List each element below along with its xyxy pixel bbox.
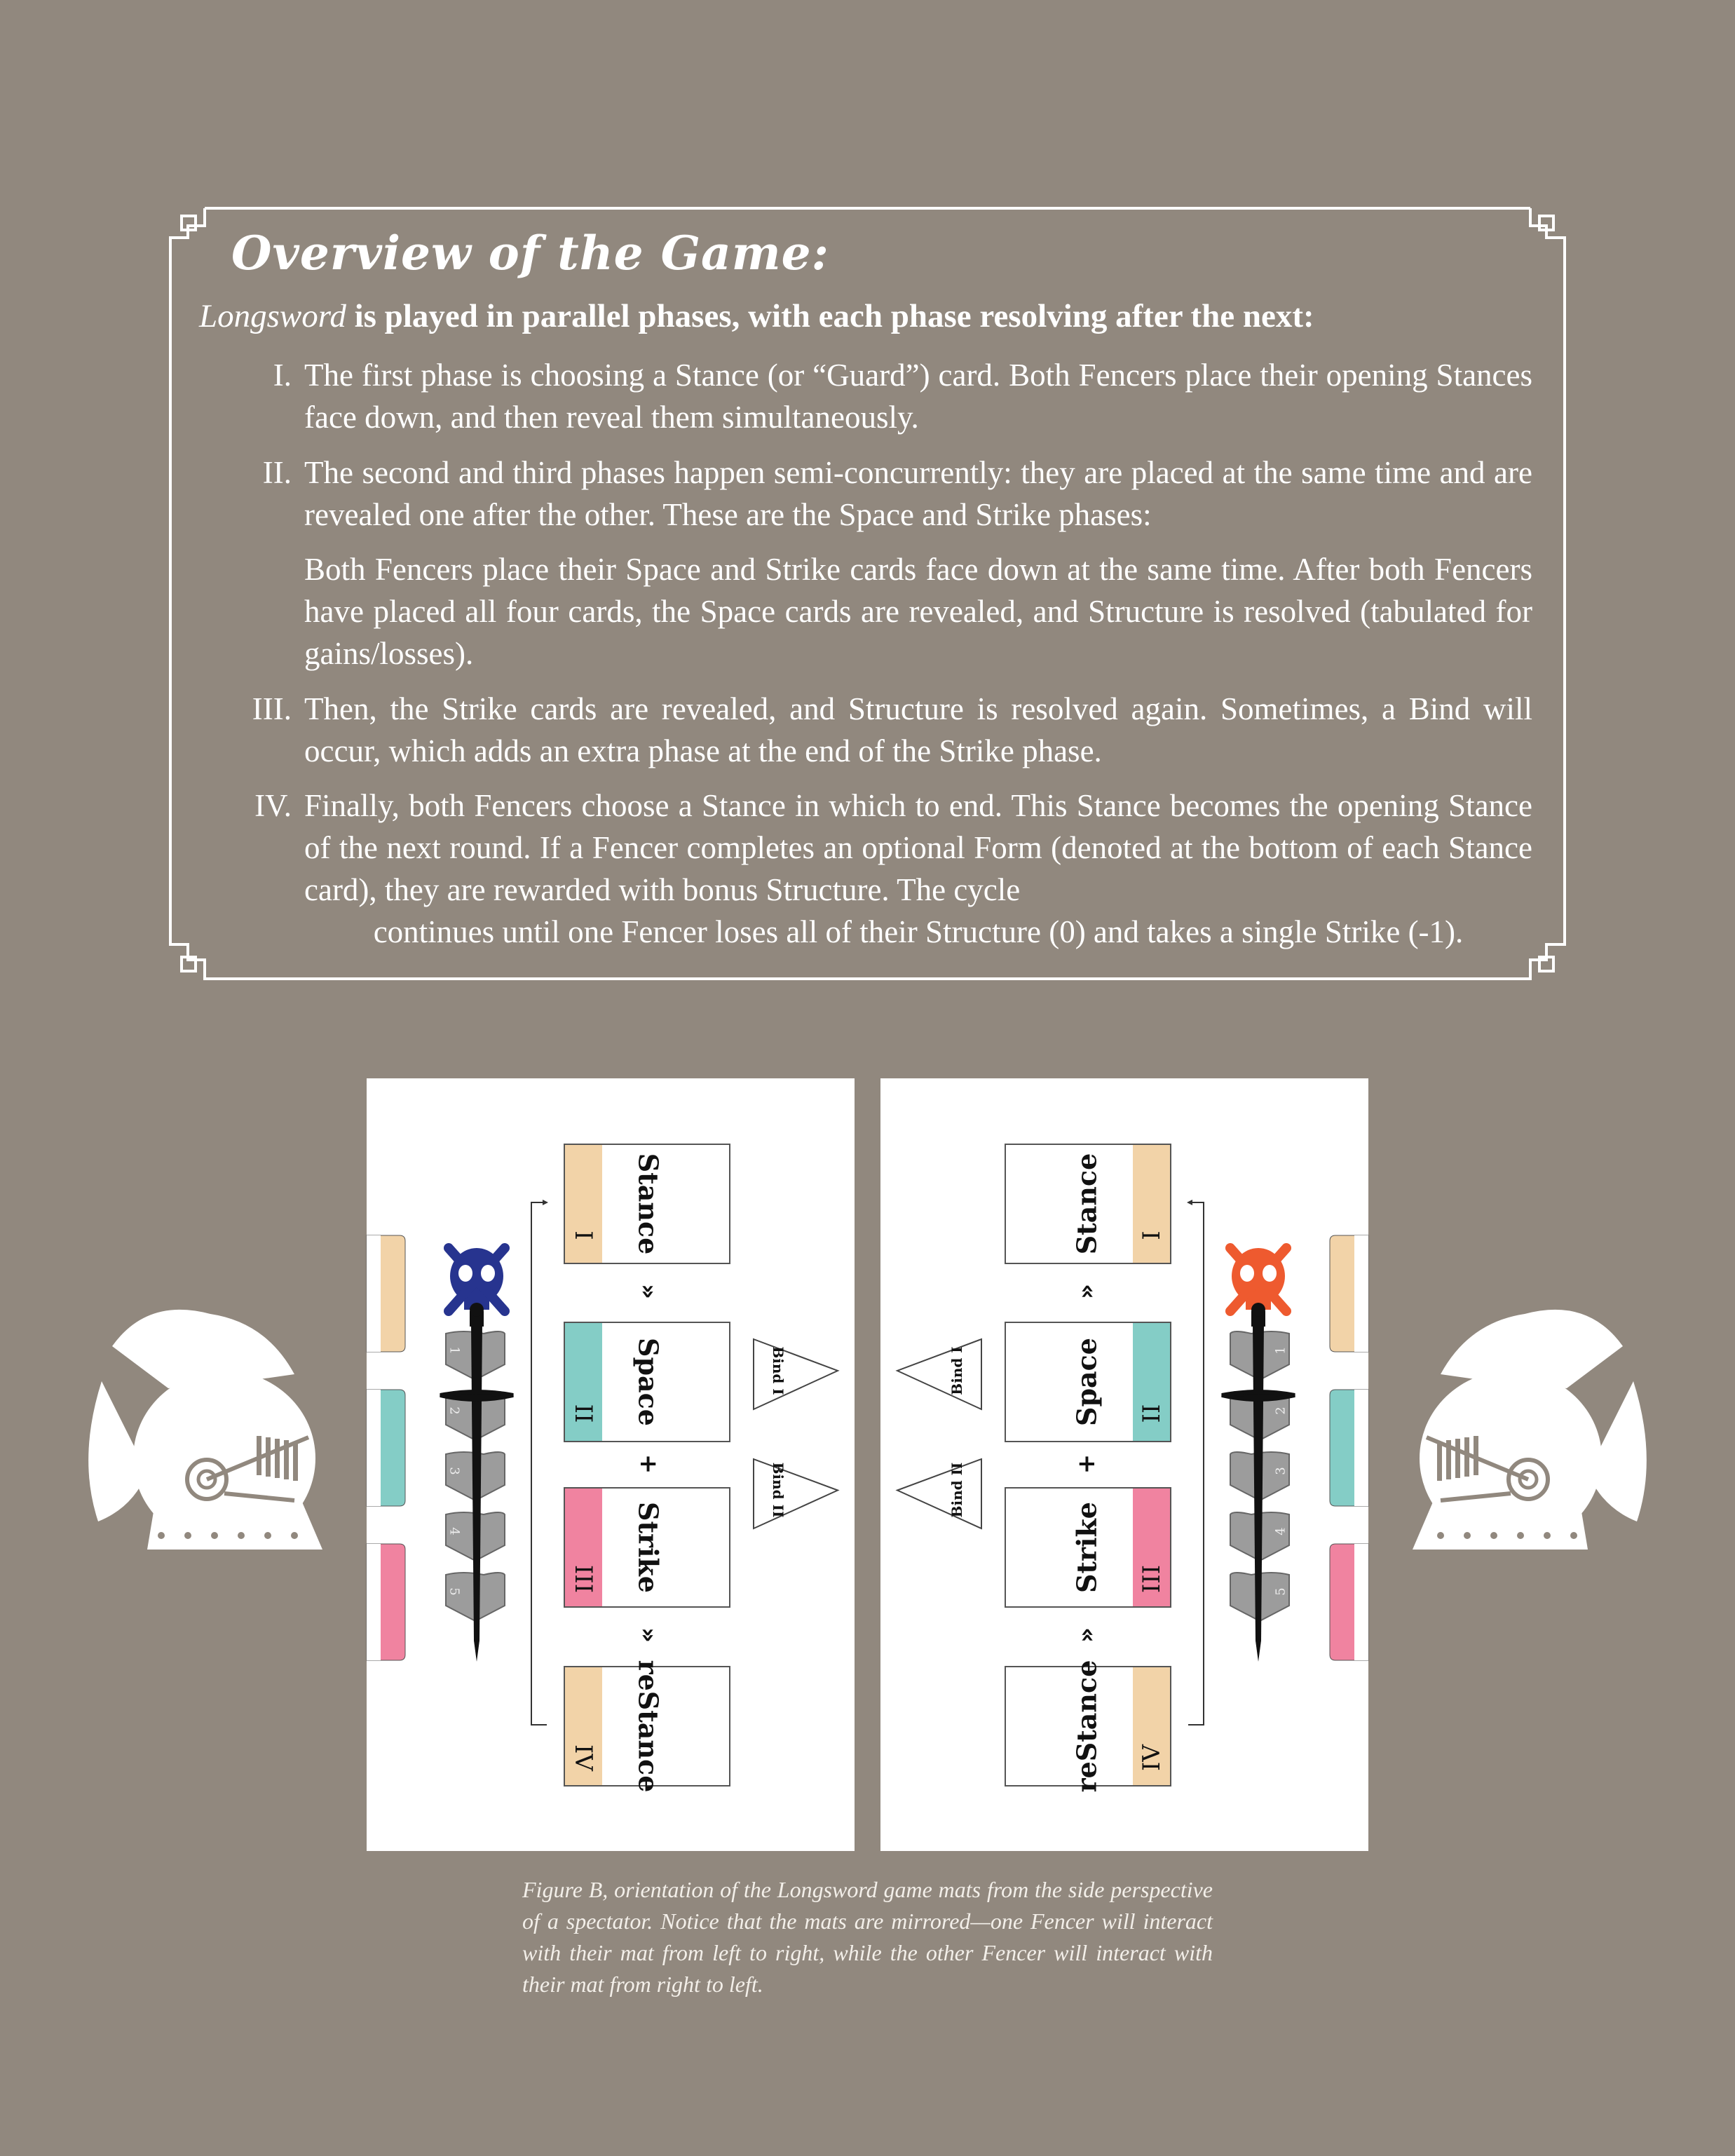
helmet-rivet xyxy=(1517,1532,1524,1539)
bind-triangle xyxy=(897,1339,981,1409)
helmet-vent xyxy=(1455,1439,1460,1478)
arrow-head-icon xyxy=(543,1200,548,1205)
phase-numeral: IV. xyxy=(254,788,292,823)
flow-bracket xyxy=(1188,1202,1204,1725)
card-title: Strike xyxy=(632,1502,665,1593)
helmet-vent xyxy=(293,1442,298,1481)
sword-crossguard xyxy=(440,1392,513,1399)
card-title: reStance xyxy=(632,1660,665,1793)
card-title: reStance xyxy=(1070,1660,1103,1793)
helmet-rivet xyxy=(1544,1532,1551,1539)
card-numeral: III xyxy=(1138,1564,1166,1594)
bind-label: Bind I xyxy=(948,1346,965,1395)
helmet-rivet xyxy=(264,1532,271,1539)
shield-number: 1 xyxy=(1273,1346,1288,1355)
card-numeral: III xyxy=(569,1564,597,1594)
phase-text: Finally, both Fencers choose a Stance in which to end. This Stance becomes the opening Stance of the next round. If a Fencer completes an optional Form (denoted at the bottom of each Stance card), they are rewarded with bonus Structure. The cycle xyxy=(304,788,1532,907)
card-numeral: II xyxy=(569,1404,597,1423)
helmet-vent xyxy=(266,1437,271,1477)
flow-bracket xyxy=(531,1202,547,1725)
shield-number: 1 xyxy=(447,1346,462,1355)
helmet-rivet xyxy=(211,1532,218,1539)
bind-label: Bind II xyxy=(948,1462,965,1518)
phase-numeral: III. xyxy=(252,691,292,726)
helmet-rivet xyxy=(158,1532,165,1539)
connector-symbol: » xyxy=(634,1284,662,1299)
connector-symbol: » xyxy=(1073,1284,1101,1299)
card-title: Stance xyxy=(632,1153,665,1255)
phase-numeral: II. xyxy=(262,455,292,490)
sword-crossguard xyxy=(1222,1392,1295,1399)
arrow-head-icon xyxy=(1187,1200,1192,1205)
card-color-band xyxy=(1133,1145,1170,1263)
shield-number: 4 xyxy=(1273,1527,1288,1535)
card-color-band xyxy=(565,1145,602,1263)
helmet-vent xyxy=(1437,1442,1442,1481)
phase-text: Both Fencers place their Space and Strike cards face down at the same time. After both Fencers have placed all four cards, the Space cards are revealed, and Structure is resolved (tabulated for gains/losses). xyxy=(304,552,1532,671)
game-name: Longsword xyxy=(199,298,346,334)
bind-triangle xyxy=(754,1339,838,1409)
helmet-vent xyxy=(257,1436,261,1475)
phase-numeral: I. xyxy=(273,358,292,393)
phase-last-line: continues until one Fencer loses all of their Structure (0) and takes a single Strike (-1). xyxy=(373,914,1464,949)
connector-symbol: » xyxy=(1073,1627,1101,1643)
bind-triangle xyxy=(897,1459,981,1528)
helmet-gorget xyxy=(1413,1500,1588,1550)
page-title: Overview of the Game: xyxy=(231,226,829,280)
helmet-rivet xyxy=(238,1532,245,1539)
helmet-vent xyxy=(1464,1437,1469,1477)
card-numeral: IV xyxy=(1138,1744,1166,1771)
shield-number: 3 xyxy=(1273,1467,1288,1475)
helmet-rivet xyxy=(1437,1532,1444,1539)
bind-label: Bind II xyxy=(770,1462,787,1518)
card-numeral: IV xyxy=(569,1744,597,1771)
bind-triangle xyxy=(754,1459,838,1528)
helmet-rivet xyxy=(184,1532,191,1539)
left-mat-layout xyxy=(88,1144,838,1786)
connector-symbol: + xyxy=(1073,1453,1101,1474)
intro-text: is played in parallel phases, with each phase resolving after the next: xyxy=(354,298,1314,334)
card-title: Strike xyxy=(1070,1502,1103,1593)
connector-symbol: » xyxy=(634,1627,662,1643)
shield-number: 2 xyxy=(447,1406,462,1415)
helmet-vent xyxy=(275,1439,280,1478)
helmet-rivet xyxy=(291,1532,298,1539)
phase-text: The second and third phases happen semi-concurrently: they are placed at the same time and are revealed one after the other. These are the Space and Strike phases: xyxy=(304,455,1532,532)
shield-number: 4 xyxy=(447,1527,462,1535)
phase-text: Then, the Strike cards are revealed, and Structure is resolved again. Sometimes, a Bind will occur, which adds an extra phase at the end of the Strike phase. xyxy=(304,691,1532,768)
bind-label: Bind I xyxy=(770,1346,787,1395)
helmet-rivet xyxy=(1490,1532,1497,1539)
helmet-gorget xyxy=(147,1500,322,1550)
card-title: Stance xyxy=(1070,1153,1103,1255)
right-mat-layout xyxy=(897,1144,1647,1786)
figure-caption: Figure B, orientation of the Longsword game mats from the side perspective of a spectator. Notice that the mats are mirrored—one Fencer will interact with their mat from left to right, while the other Fencer will interact with their mat from right to left. xyxy=(522,1877,1213,1997)
phase-text: The first phase is choosing a Stance (or “Guard”) card. Both Fencers place their opening Stances face down, and then reveal them simultaneously. xyxy=(304,358,1532,435)
helmet-rivet xyxy=(1464,1532,1471,1539)
card-numeral: II xyxy=(1138,1404,1166,1423)
card-numeral: I xyxy=(1138,1230,1166,1240)
connector-symbol: + xyxy=(634,1453,662,1474)
shield-number: 5 xyxy=(447,1587,462,1596)
card-color-band xyxy=(565,1323,602,1441)
helmet-vent xyxy=(1446,1440,1451,1479)
helmet-vent xyxy=(284,1440,289,1479)
card-numeral: I xyxy=(569,1230,597,1240)
card-title: Space xyxy=(1070,1338,1103,1426)
card-title: Space xyxy=(632,1338,665,1426)
shield-number: 2 xyxy=(1273,1406,1288,1415)
shield-number: 5 xyxy=(1273,1587,1288,1596)
helmet-vent xyxy=(1474,1436,1478,1475)
shield-number: 3 xyxy=(447,1467,462,1475)
helmet-rivet xyxy=(1570,1532,1577,1539)
